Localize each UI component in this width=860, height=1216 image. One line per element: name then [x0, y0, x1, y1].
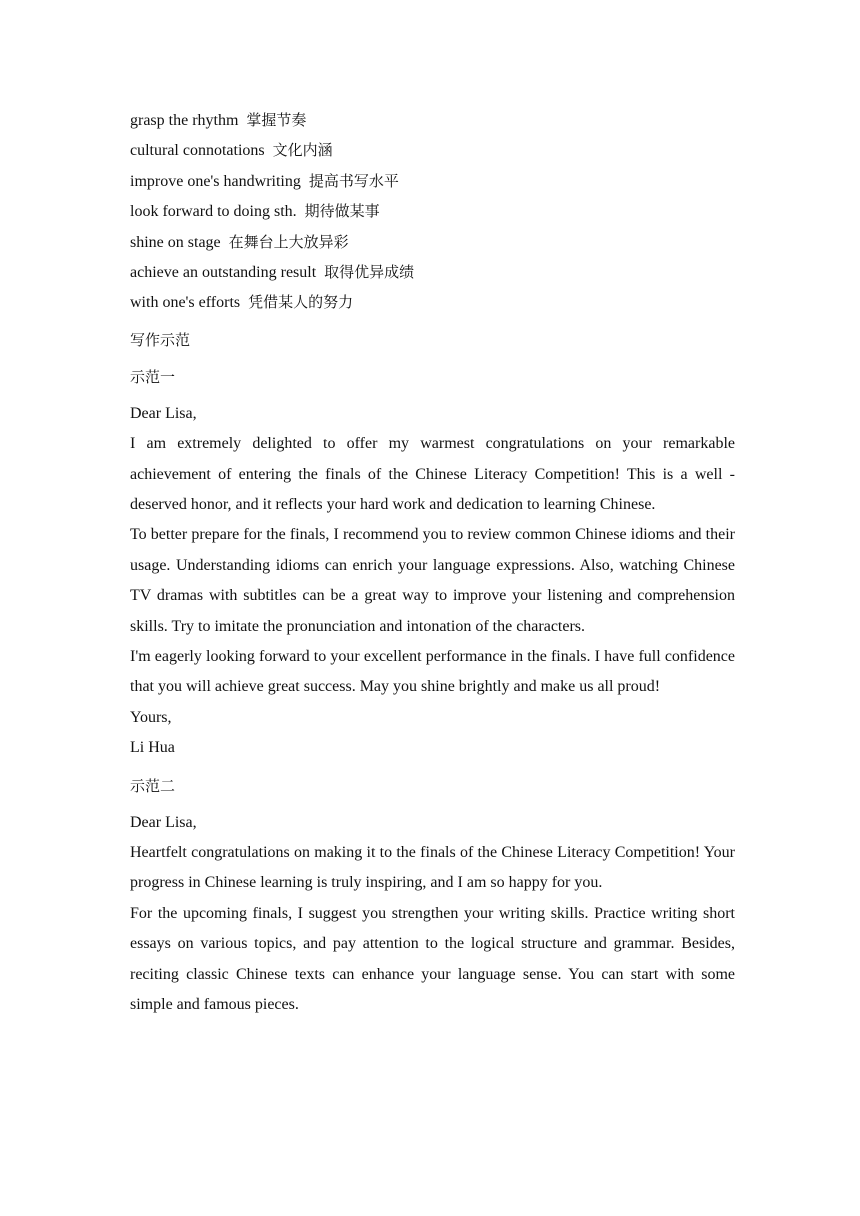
- phrase-english: with one's efforts: [130, 294, 241, 312]
- letter-paragraph: Heartfelt congratulations on making it to the finals of the Chinese Literacy Competition! Your progress in Chinese learning is truly inspiring, and I am so happy for you.: [130, 844, 735, 892]
- section-title: 写作示范: [130, 330, 191, 349]
- letter-paragraph: For the upcoming finals, I suggest you strengthen your writing skills. Practice writing short essays on various topics, and pay attention to the logical structure and grammar. Besides, reciting classic Chinese texts can enhance your language sense. You can start with some simple and famous pieces.: [130, 904, 735, 1014]
- phrase-item: [130, 287, 735, 317]
- phrase-chinese: 凭借某人的努力: [248, 293, 354, 312]
- salutation: Dear Lisa,: [130, 404, 197, 422]
- phrase-item: [130, 196, 735, 226]
- sample-one-title: 示范一: [130, 367, 176, 386]
- phrase-english: improve one's handwriting: [130, 172, 301, 190]
- phrase-english: grasp the rhythm: [130, 112, 239, 129]
- letter-paragraph: I'm eagerly looking forward to your excellent performance in the finals. I have full confidence that you will achieve great success. May you shine brightly and make us all proud!: [130, 647, 735, 696]
- phrase-chinese: 取得优异成绩: [324, 262, 415, 281]
- letter-closing: Yours,: [130, 708, 172, 726]
- phrase-list: [130, 105, 735, 318]
- document-page: [130, 105, 735, 1020]
- salutation: Dear Lisa,: [130, 813, 197, 831]
- sample-one-letter: [130, 399, 735, 764]
- letter-paragraph: I am extremely delighted to offer my warmest congratulations on your remarkable achievement of entering the finals of the Chinese Literacy Competition! This is a well - deserved honor, and it reflects your hard work and dedication to learning Chinese.: [130, 435, 735, 513]
- phrase-chinese: 提高书写水平: [308, 171, 399, 190]
- phrase-item: [130, 135, 735, 165]
- phrase-item: [130, 227, 735, 257]
- phrase-english: achieve an outstanding result: [130, 263, 317, 281]
- phrase-item: [130, 166, 735, 196]
- phrase-chinese: 在舞台上大放异彩: [228, 232, 349, 251]
- letter-signature: Li Hua: [130, 739, 175, 757]
- phrase-chinese: 掌握节奏: [246, 111, 307, 129]
- phrase-chinese: 期待做某事: [304, 202, 380, 221]
- phrase-chinese: 文化内涵: [272, 141, 333, 160]
- phrase-english: look forward to doing sth.: [130, 203, 297, 221]
- sample-two-letter: [130, 808, 735, 1021]
- phrase-item: [130, 105, 735, 135]
- phrase-english: shine on stage: [130, 233, 221, 251]
- sample-two-title: 示范二: [130, 776, 176, 795]
- phrase-english: cultural connotations: [130, 142, 265, 160]
- letter-paragraph: To better prepare for the finals, I recommend you to review common Chinese idioms and their usage. Understanding idioms can enrich your language expressions. Also, watching Chinese TV dramas with subtitles can be a great way to improve your listening and comprehension skills. Try to imitate the pronunciation and intonation of the characters.: [130, 526, 735, 635]
- phrase-item: [130, 257, 735, 287]
